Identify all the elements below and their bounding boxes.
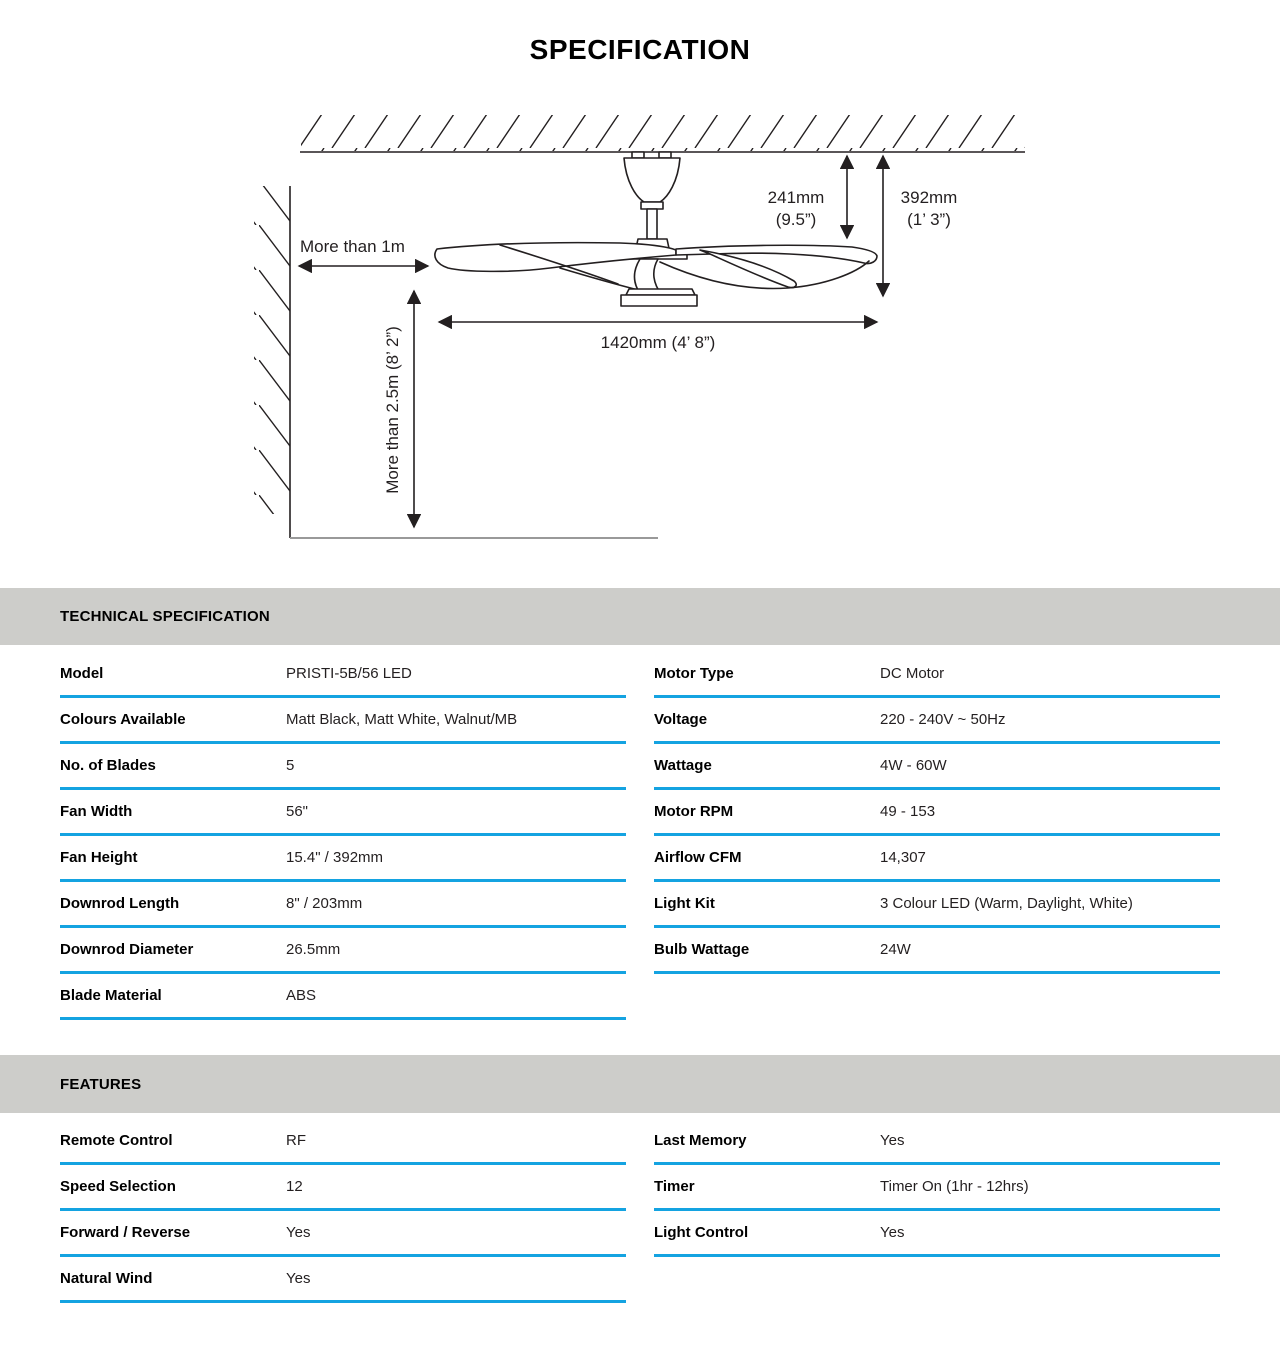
spec-label: Light Kit	[654, 895, 715, 912]
svg-text:392mm: 392mm	[900, 188, 958, 207]
spec-value: PRISTI-5B/56 LED	[286, 665, 412, 682]
svg-text:241mm: 241mm	[767, 188, 825, 207]
table-row	[60, 1211, 626, 1257]
spec-value: Matt Black, Matt White, Walnut/MB	[286, 711, 518, 728]
dimension-hanging-depth	[768, 156, 847, 238]
spec-value: Timer On (1hr - 12hrs)	[880, 1178, 1029, 1195]
table-row	[60, 836, 626, 882]
spec-value: 8" / 203mm	[286, 895, 363, 912]
spec-value: Yes	[880, 1224, 905, 1241]
spec-value: 3 Colour LED (Warm, Daylight, White)	[880, 895, 1133, 912]
spec-label: No. of Blades	[60, 757, 156, 774]
spec-value: Yes	[286, 1224, 311, 1241]
table-row	[60, 652, 626, 698]
table-row	[654, 744, 1220, 790]
ceiling-fan-icon	[435, 152, 877, 306]
spec-label: Wattage	[654, 757, 712, 774]
table-row	[60, 698, 626, 744]
ceiling-hatch-icon	[300, 115, 1025, 152]
spec-label: Airflow CFM	[654, 849, 742, 866]
spec-label: Motor RPM	[654, 803, 734, 820]
table-row	[654, 928, 1220, 974]
features-heading: FEATURES	[60, 1075, 142, 1093]
spec-label: Bulb Wattage	[654, 941, 750, 958]
spec-value: 5	[286, 757, 295, 774]
features-column-right	[654, 1119, 1220, 1303]
installation-diagram	[0, 0, 1280, 575]
dimension-fan-width	[439, 322, 877, 352]
svg-text:More than 1m: More than 1m	[300, 237, 405, 256]
dimension-wall-clearance	[299, 237, 428, 266]
features-column-left	[60, 1119, 626, 1303]
spec-value: 220 - 240V ~ 50Hz	[880, 711, 1006, 728]
spec-column-right	[654, 652, 1220, 1020]
spec-value: 4W - 60W	[880, 757, 947, 774]
svg-text:More than 2.5m (8’ 2”): More than 2.5m (8’ 2”)	[383, 326, 402, 494]
spec-label: Motor Type	[654, 665, 734, 682]
spec-label: Downrod Diameter	[60, 941, 194, 958]
dimension-floor-clearance	[383, 291, 414, 527]
dimension-total-depth	[883, 156, 957, 296]
table-row	[60, 1257, 626, 1303]
spec-label: Speed Selection	[60, 1178, 176, 1195]
spec-label: Model	[60, 665, 104, 682]
spec-value: 12	[286, 1178, 303, 1195]
spec-value: RF	[286, 1132, 306, 1149]
technical-specification-table	[60, 652, 1220, 1020]
table-row	[654, 1165, 1220, 1211]
spec-value: Yes	[880, 1132, 905, 1149]
spec-value: ABS	[286, 987, 317, 1004]
table-row	[654, 836, 1220, 882]
spec-column-left	[60, 652, 626, 1020]
spec-value: 14,307	[880, 849, 926, 866]
spec-value: 49 - 153	[880, 803, 936, 820]
svg-text:1420mm (4’ 8”): 1420mm (4’ 8”)	[600, 333, 716, 352]
table-row	[60, 928, 626, 974]
features-header	[0, 1055, 1280, 1113]
spec-value: 15.4" / 392mm	[286, 849, 384, 866]
spec-value: 56"	[286, 803, 309, 820]
spec-value: Yes	[286, 1270, 311, 1287]
spec-value: DC Motor	[880, 665, 945, 682]
table-row	[654, 1119, 1220, 1165]
spec-label: Natural Wind	[60, 1270, 153, 1287]
spec-label: Light Control	[654, 1224, 749, 1241]
spec-label: Fan Height	[60, 849, 138, 866]
table-row	[60, 1119, 626, 1165]
table-row	[654, 652, 1220, 698]
spec-label: Colours Available	[60, 711, 186, 728]
svg-text:(9.5”): (9.5”)	[775, 210, 817, 229]
table-row	[60, 882, 626, 928]
spec-label: Blade Material	[60, 987, 162, 1004]
table-row	[654, 1211, 1220, 1257]
table-row	[60, 744, 626, 790]
spec-label: Last Memory	[654, 1132, 747, 1149]
spec-label: Forward / Reverse	[60, 1224, 191, 1241]
page-title: SPECIFICATION	[529, 34, 751, 65]
spec-value: 26.5mm	[286, 941, 341, 958]
spec-label: Fan Width	[60, 803, 133, 820]
table-row	[60, 974, 626, 1020]
spec-label: Timer	[654, 1178, 695, 1195]
wall-hatch-icon	[254, 186, 290, 538]
table-row	[60, 790, 626, 836]
svg-text:(1’ 3”): (1’ 3”)	[907, 210, 951, 229]
table-row	[60, 1165, 626, 1211]
table-row	[654, 698, 1220, 744]
spec-label: Voltage	[654, 711, 708, 728]
table-row	[654, 882, 1220, 928]
technical-specification-heading: TECHNICAL SPECIFICATION	[60, 608, 270, 625]
spec-label: Downrod Length	[60, 895, 180, 912]
technical-specification-header	[0, 588, 1280, 645]
features-table	[60, 1119, 1220, 1303]
table-row	[654, 790, 1220, 836]
spec-label: Remote Control	[60, 1132, 173, 1149]
spec-value: 24W	[880, 941, 911, 958]
